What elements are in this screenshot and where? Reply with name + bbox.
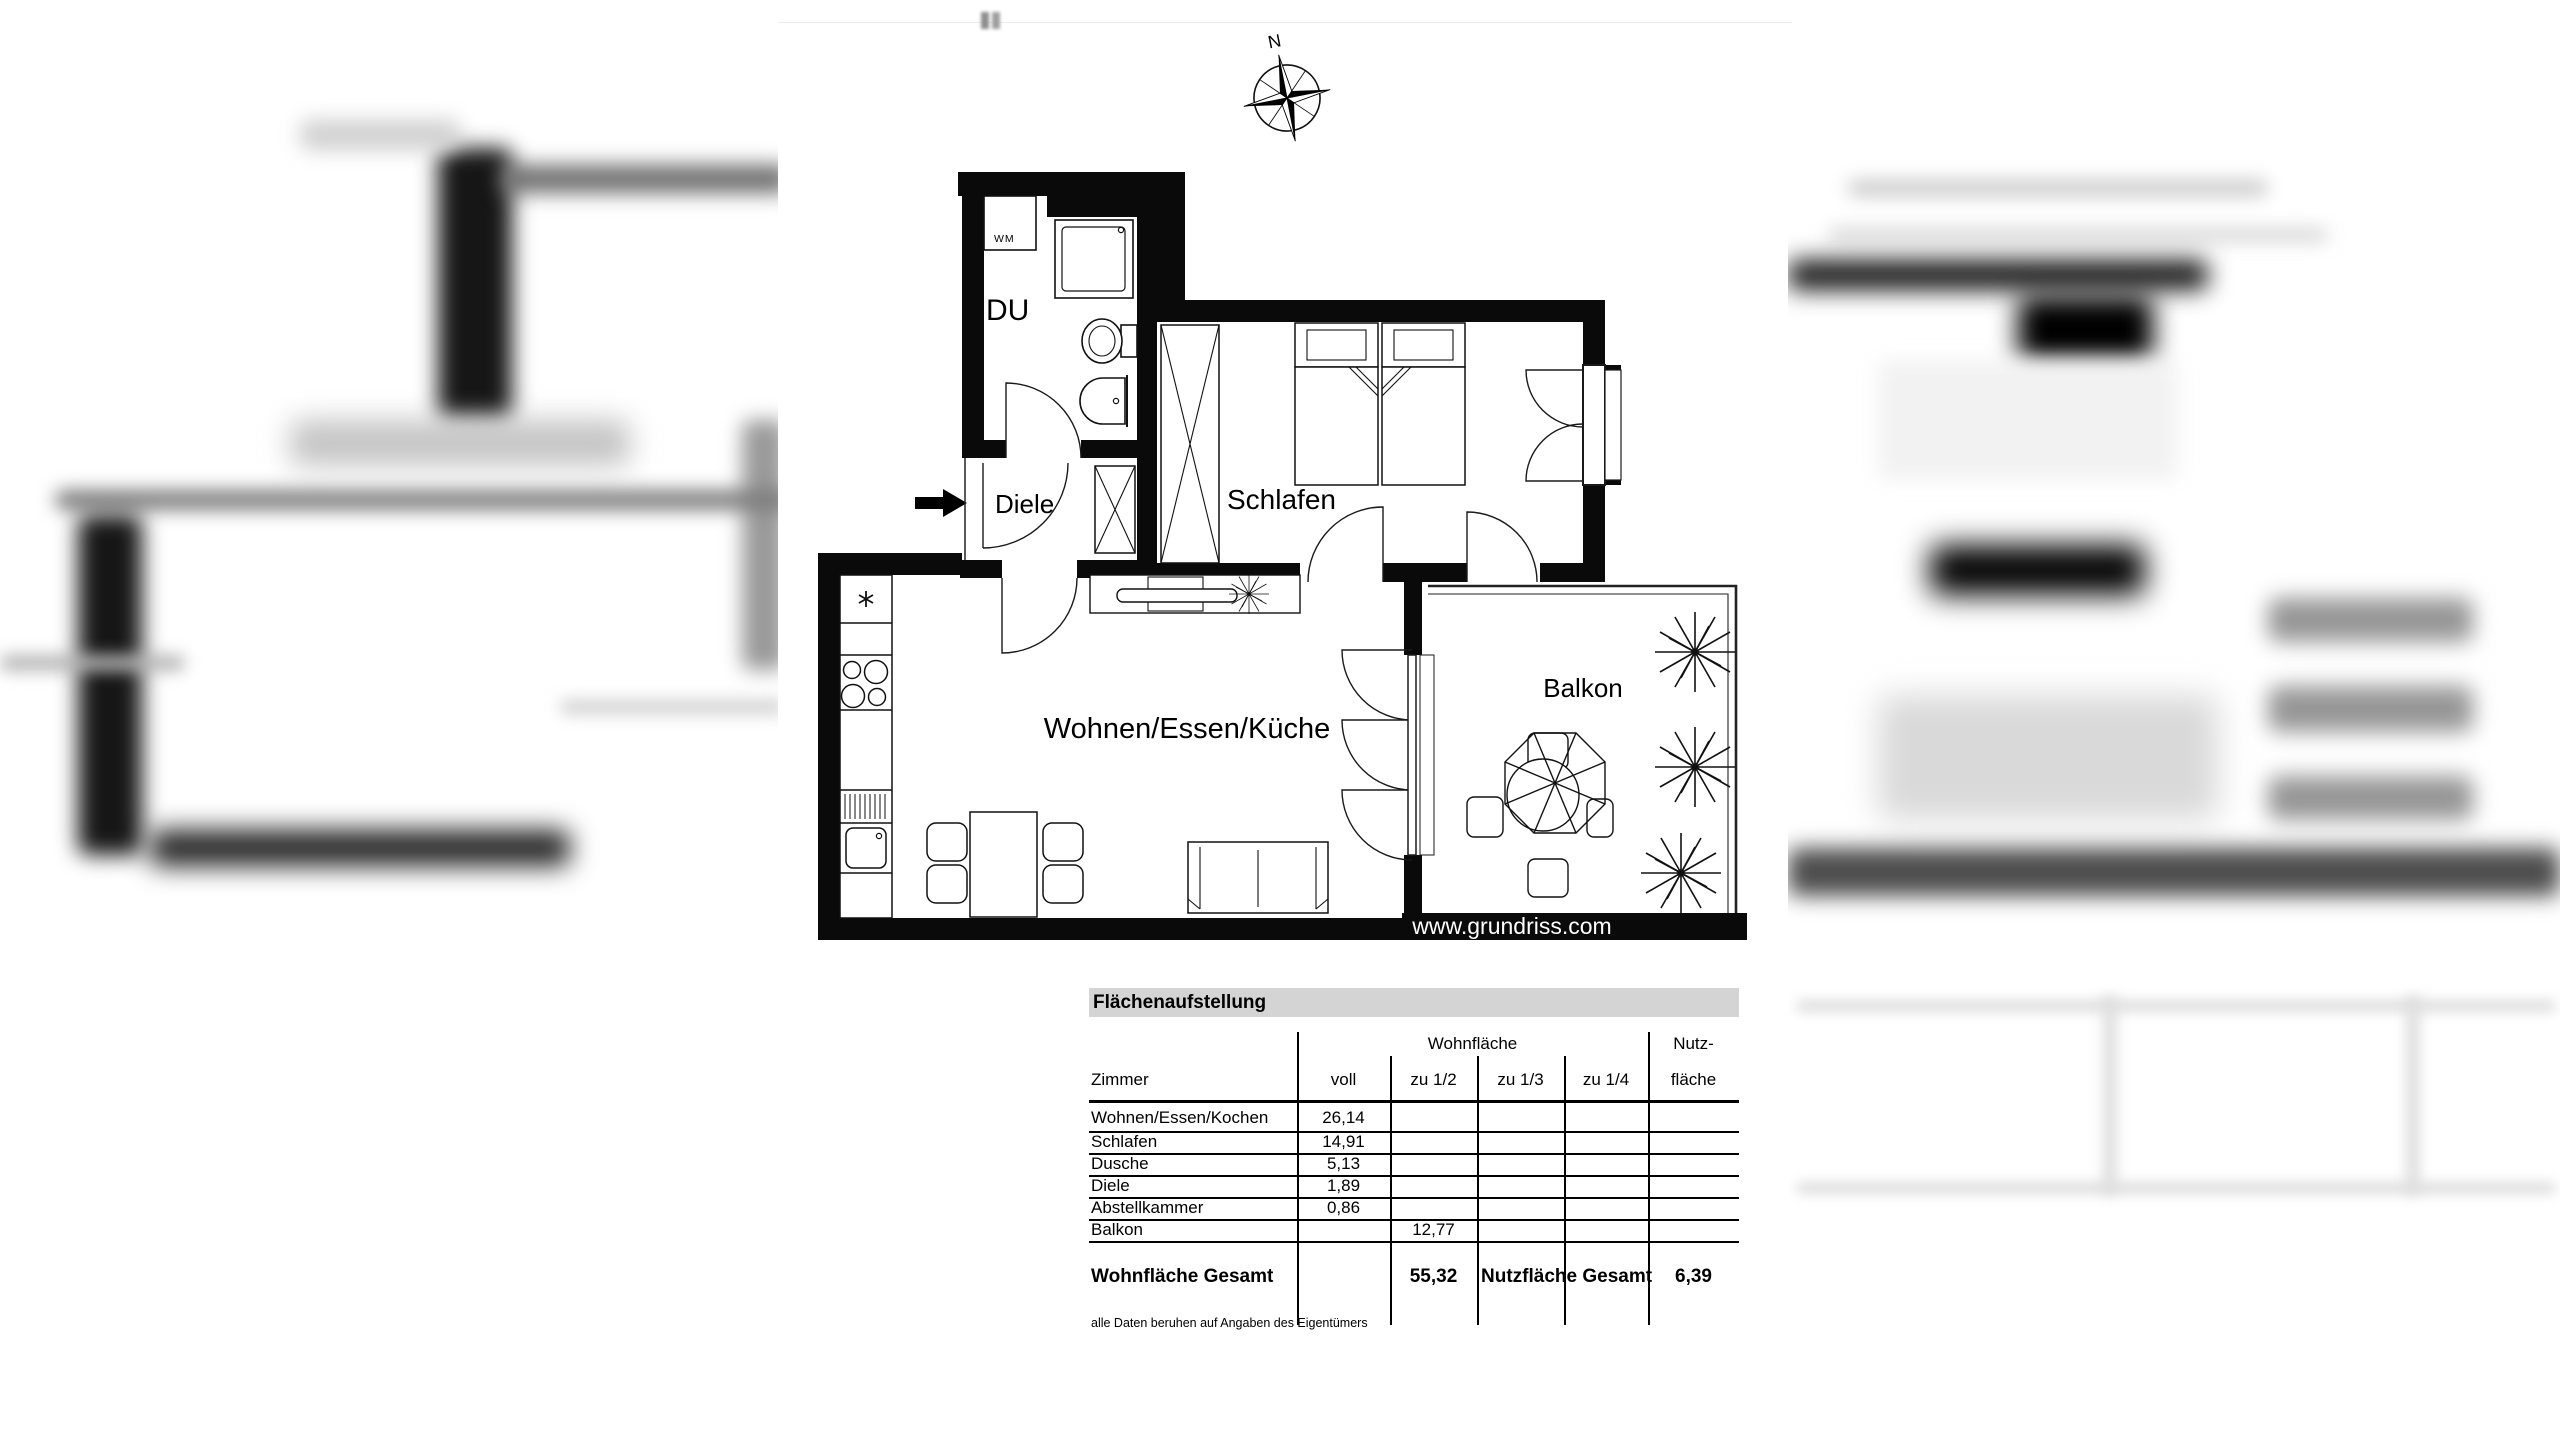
door-swings bbox=[983, 370, 1583, 860]
schlafen-window-door-bottom bbox=[1526, 424, 1583, 481]
table-row bbox=[1089, 1153, 1739, 1175]
total-nutz-label: Nutzfläche Gesamt bbox=[1481, 1266, 1653, 1287]
schlafen-window-sill bbox=[1605, 370, 1621, 480]
table-row bbox=[1089, 1219, 1739, 1241]
area-table-note: alle Daten beruhen auf Angaben des Eigentümers bbox=[1091, 1316, 1368, 1330]
balkon-threshold bbox=[1420, 655, 1434, 855]
washing-machine-label: WM bbox=[994, 233, 1015, 245]
room-label-du: DU bbox=[986, 294, 1030, 327]
col-zu14: zu 1/4 bbox=[1582, 1070, 1630, 1089]
plant-icon bbox=[1641, 833, 1721, 913]
blurred-background-right bbox=[1788, 0, 2560, 1440]
plant-icon bbox=[1655, 727, 1735, 807]
dining-table bbox=[970, 812, 1037, 917]
row-value-voll: 5,13 bbox=[1326, 1154, 1361, 1173]
col-zu13: zu 1/3 bbox=[1497, 1070, 1544, 1089]
row-value-zu12: 12,77 bbox=[1412, 1220, 1455, 1239]
row-value-voll: 1,89 bbox=[1326, 1176, 1361, 1195]
total-wohn-value: 55,32 bbox=[1409, 1266, 1458, 1287]
compass-north-label: N bbox=[1266, 30, 1283, 53]
area-table bbox=[1089, 988, 1739, 1348]
room-label-balkon: Balkon bbox=[1543, 673, 1623, 703]
col-nutz-2: fläche bbox=[1670, 1070, 1717, 1089]
schlafen-window-door-top bbox=[1526, 370, 1583, 427]
balkon-french-door-1 bbox=[1342, 650, 1412, 720]
row-value-voll: 0,86 bbox=[1326, 1198, 1361, 1217]
watermark: www.grundriss.com bbox=[1412, 913, 1612, 939]
diele-living-door bbox=[1002, 578, 1077, 653]
row-value-voll: 14,91 bbox=[1322, 1132, 1365, 1151]
plant-icon bbox=[1655, 612, 1735, 692]
row-zimmer: Balkon bbox=[1091, 1220, 1143, 1239]
balkon-french-door-2 bbox=[1342, 720, 1412, 790]
blurred-background-left bbox=[0, 0, 778, 1440]
tv bbox=[1117, 589, 1237, 602]
toilet-tank bbox=[1121, 325, 1137, 357]
row-value-voll: 26,14 bbox=[1322, 1108, 1365, 1127]
total-nutz-value: 6,39 bbox=[1675, 1266, 1712, 1287]
table-row bbox=[1089, 1131, 1739, 1153]
du-door bbox=[1006, 383, 1081, 458]
row-zimmer: Wohnen/Essen/Kochen bbox=[1091, 1108, 1269, 1127]
sofa bbox=[1188, 842, 1328, 913]
small-artifact-mark bbox=[992, 12, 1000, 29]
row-zimmer: Diele bbox=[1091, 1176, 1130, 1195]
balcony-table bbox=[1507, 759, 1579, 831]
col-voll: voll bbox=[1330, 1070, 1357, 1089]
row-zimmer: Schlafen bbox=[1091, 1132, 1158, 1151]
row-zimmer: Abstellkammer bbox=[1091, 1198, 1204, 1217]
chair bbox=[1043, 823, 1083, 861]
table-row bbox=[1089, 1175, 1739, 1197]
balcony-chair bbox=[1467, 797, 1503, 837]
balcony-railing bbox=[1428, 586, 1736, 913]
col-nutz-1: Nutz- bbox=[1673, 1034, 1714, 1053]
balcony-furniture bbox=[1467, 733, 1613, 897]
chair bbox=[1043, 865, 1083, 903]
small-artifact-mark bbox=[981, 12, 989, 29]
area-table-title: Flächenaufstellung bbox=[1089, 988, 1739, 1017]
balcony-chair bbox=[1528, 859, 1568, 897]
col-group-wohnflaeche: Wohnfläche bbox=[1427, 1034, 1518, 1053]
double-bed bbox=[1295, 323, 1465, 485]
col-zu12: zu 1/2 bbox=[1410, 1070, 1457, 1089]
entrance-arrow-icon bbox=[915, 489, 967, 517]
schlafen-balkon-door bbox=[1467, 512, 1537, 582]
chair bbox=[927, 865, 967, 903]
balkon-window-line bbox=[1408, 655, 1416, 855]
schlafen-door bbox=[1308, 507, 1383, 582]
table-row bbox=[1089, 1197, 1739, 1219]
kitchen-counter bbox=[840, 575, 892, 918]
row-zimmer: Dusche bbox=[1091, 1154, 1149, 1173]
total-wohn-label: Wohnfläche Gesamt bbox=[1091, 1266, 1274, 1287]
room-label-diele: Diele bbox=[995, 489, 1055, 519]
compass-rose bbox=[1222, 20, 1352, 160]
floor-plan bbox=[815, 155, 1750, 950]
schlafen-window bbox=[1583, 365, 1605, 485]
col-zimmer: Zimmer bbox=[1091, 1070, 1149, 1089]
table-row bbox=[1089, 1104, 1739, 1131]
chair bbox=[927, 823, 967, 861]
dining-set bbox=[927, 812, 1083, 917]
room-label-wohnen: Wohnen/Essen/Küche bbox=[1043, 713, 1331, 745]
room-label-schlafen: Schlafen bbox=[1227, 484, 1336, 515]
balkon-french-door-3 bbox=[1342, 790, 1412, 860]
